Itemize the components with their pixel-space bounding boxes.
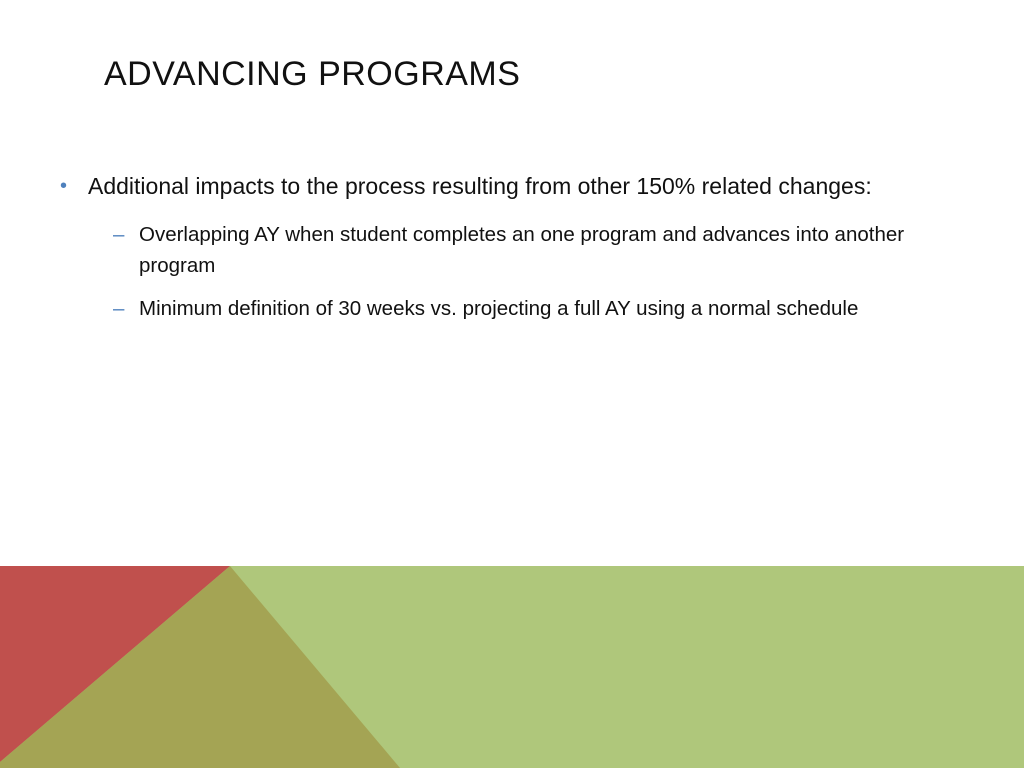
sub-bullet-list — [60, 219, 960, 324]
sub-bullet-marker: – — [113, 297, 125, 320]
sub-bullet-text: Minimum definition of 30 weeks vs. projecting a full AY using a normal schedule — [139, 297, 859, 320]
sub-bullet-marker: – — [113, 223, 125, 246]
sub-bullet-text: Overlapping AY when student completes an one program and advances into another program — [139, 223, 905, 277]
slide-title: ADVANCING PROGRAMS — [104, 55, 521, 93]
bullet-text: Additional impacts to the process resulting from other 150% related changes: — [88, 173, 872, 199]
bullet-marker: • — [60, 175, 68, 197]
slide-body — [60, 170, 960, 336]
sub-bullet-item — [113, 293, 960, 324]
decorative-footer-shapes — [0, 566, 1024, 768]
sub-bullet-item — [113, 219, 960, 281]
bullet-item — [60, 170, 960, 203]
